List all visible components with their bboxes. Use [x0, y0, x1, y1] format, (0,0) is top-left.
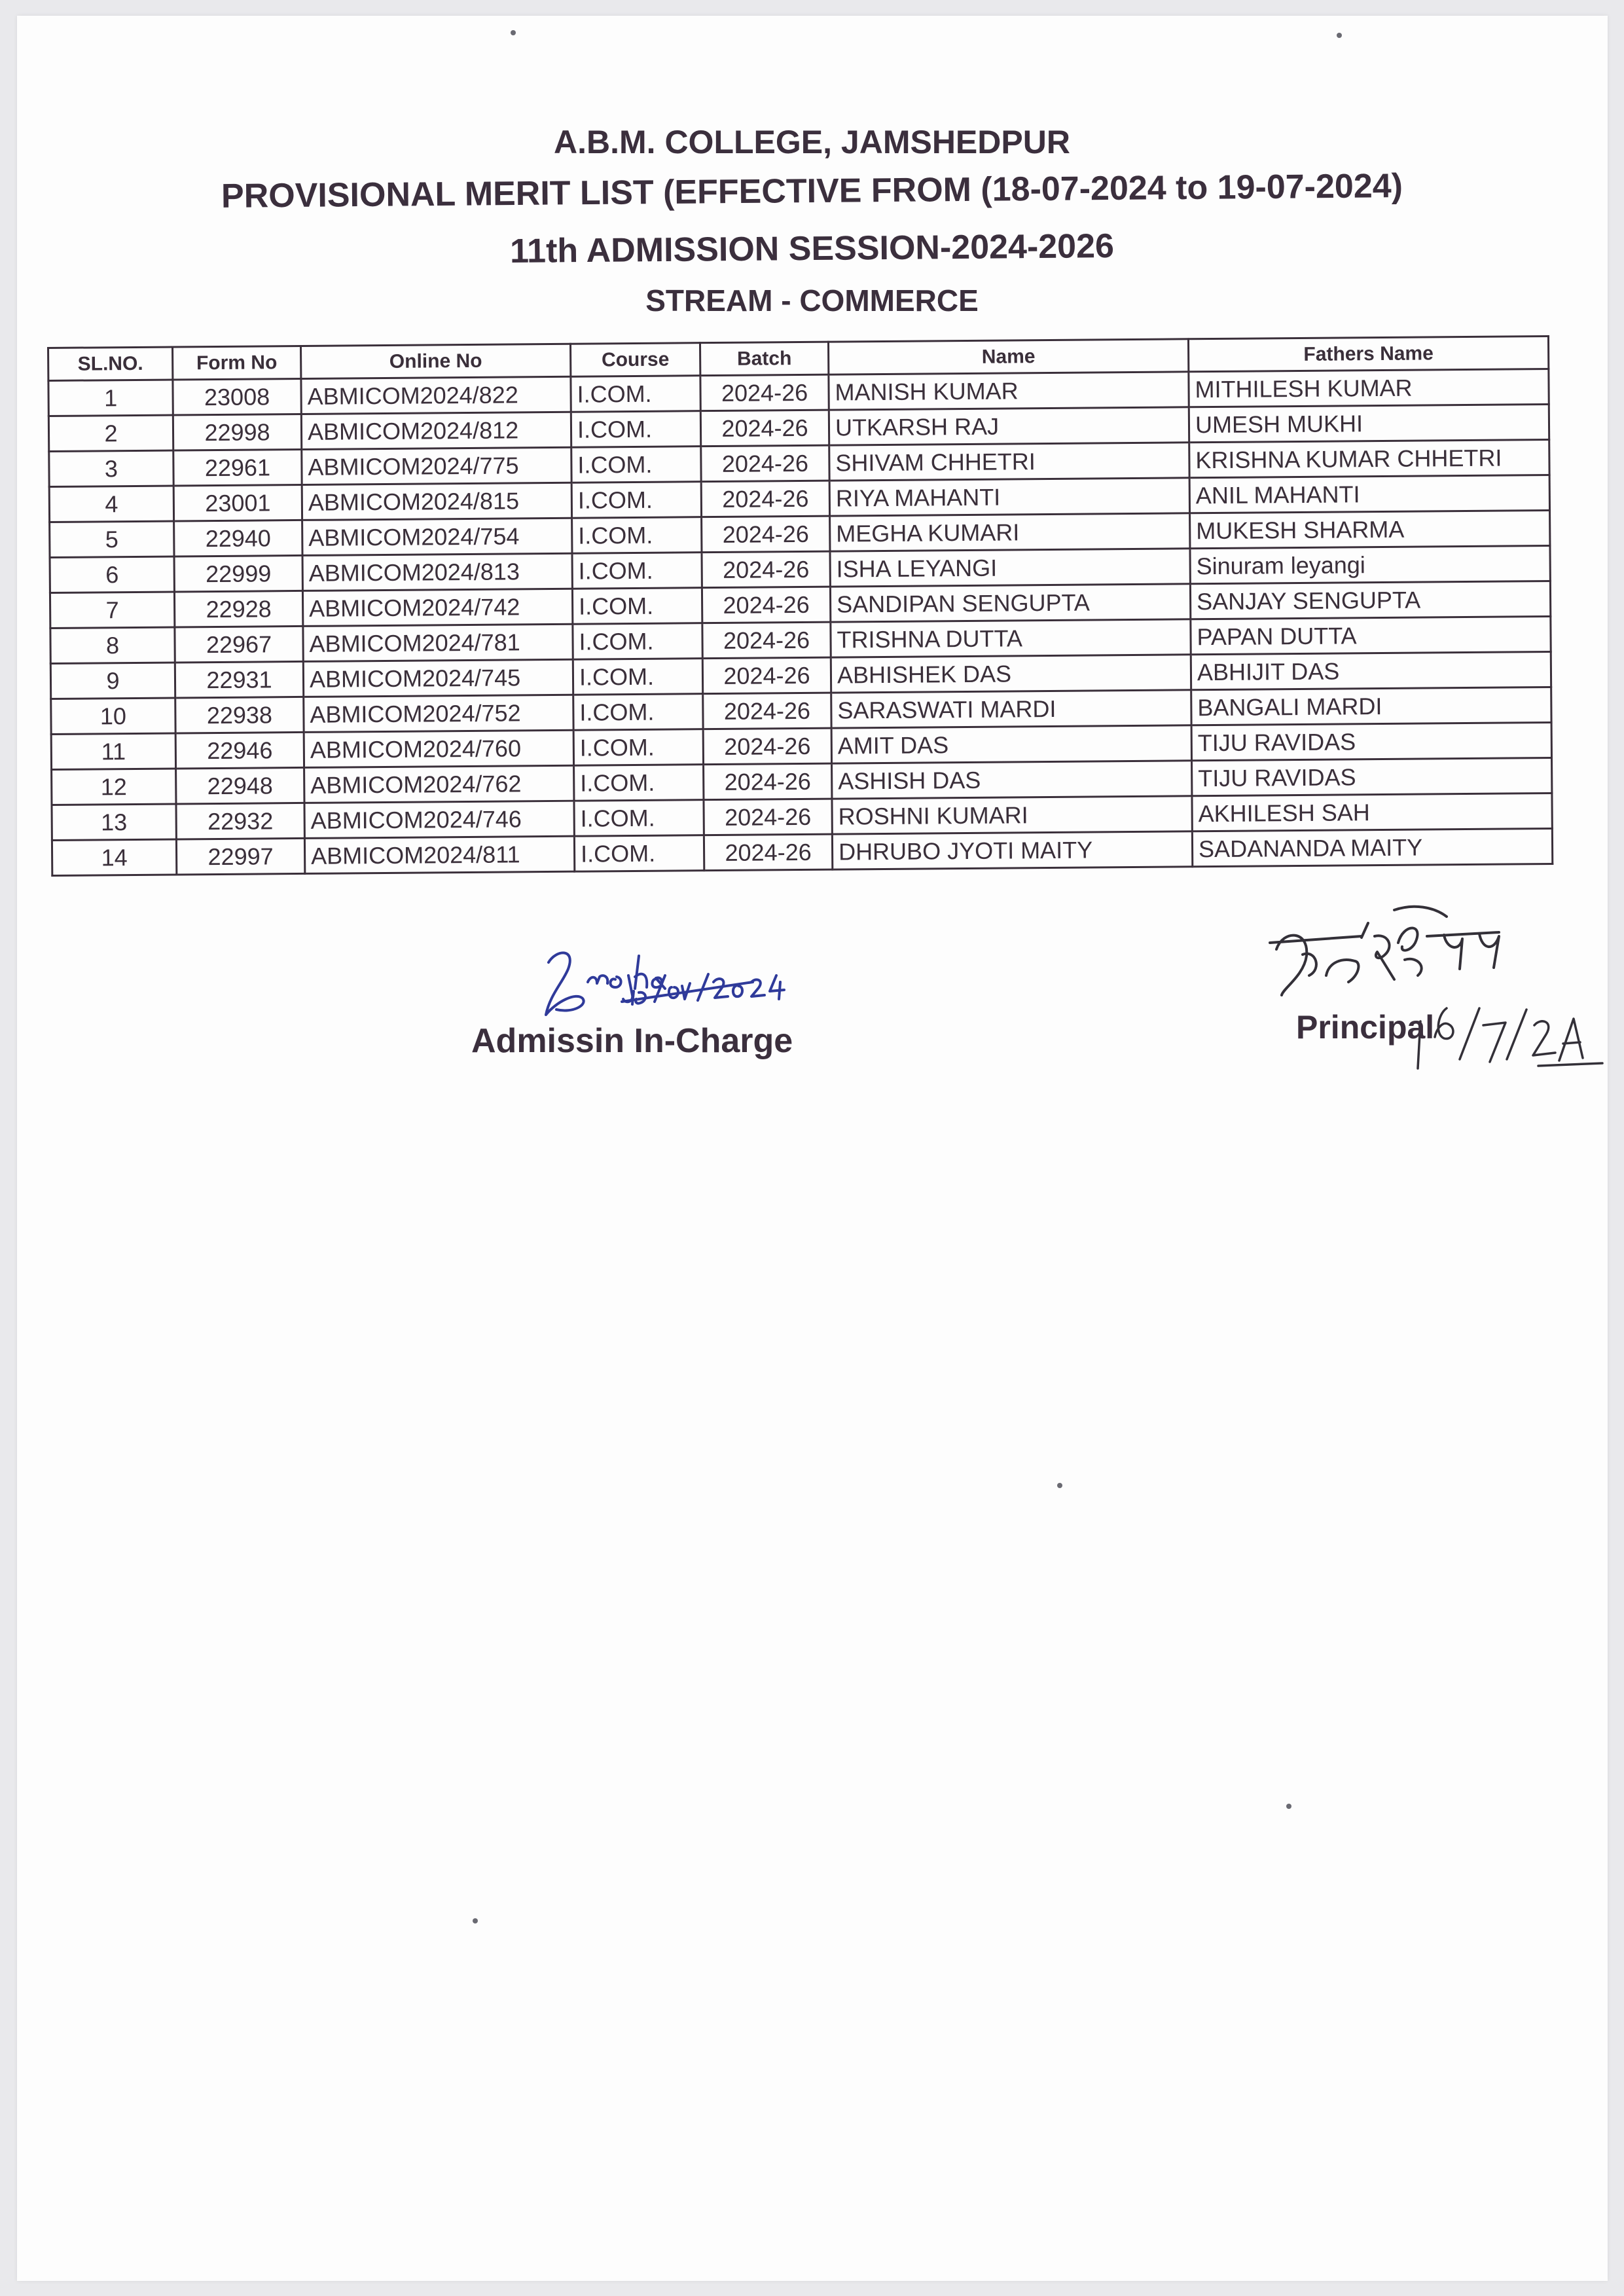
table-cell: 22961 — [173, 449, 302, 486]
table-cell: I.COM. — [571, 446, 701, 483]
table-cell: DHRUBO JYOTI MAITY — [832, 831, 1192, 869]
table-cell: 2024-26 — [701, 445, 829, 482]
scan-speck — [473, 1918, 478, 1923]
table-cell: ABMICOM2024/813 — [302, 553, 572, 591]
stream-title: STREAM - COMMERCE — [645, 283, 979, 318]
table-cell: TRISHNA DUTTA — [831, 619, 1191, 657]
table-cell: 22928 — [174, 591, 302, 627]
table-cell: ASHISH DAS — [832, 761, 1192, 799]
table-cell: 22938 — [175, 697, 304, 733]
table-cell: I.COM. — [574, 800, 704, 837]
column-header: Form No — [173, 346, 301, 380]
table-cell: ABHISHEK DAS — [831, 655, 1191, 693]
table-cell: 4 — [49, 486, 173, 522]
table-cell: I.COM. — [572, 588, 702, 625]
table-cell: AMIT DAS — [831, 725, 1191, 763]
table-cell: 2024-26 — [700, 374, 829, 411]
table-cell: TIJU RAVIDAS — [1192, 757, 1552, 795]
table-cell: PAPAN DUTTA — [1191, 616, 1551, 654]
table-cell: 2024-26 — [703, 693, 831, 729]
table-cell: 9 — [50, 663, 175, 699]
table-cell: 22932 — [176, 803, 304, 839]
table-cell: 23008 — [173, 378, 301, 415]
table-cell: 2024-26 — [704, 763, 832, 800]
table-cell: 22998 — [173, 414, 301, 450]
table-cell: ABMICOM2024/822 — [301, 376, 571, 414]
table-cell: ABMICOM2024/742 — [302, 589, 572, 626]
table-cell: ABMICOM2024/752 — [304, 695, 573, 732]
table-cell: I.COM. — [573, 659, 702, 695]
table-cell: I.COM. — [572, 517, 702, 554]
table-cell: I.COM. — [572, 553, 702, 589]
admission-incharge-label: Admissin In-Charge — [471, 1022, 793, 1060]
admission-incharge-signature — [537, 936, 812, 1034]
table-cell: 23001 — [173, 484, 302, 521]
table-cell: ABMICOM2024/811 — [304, 836, 574, 873]
principal-label: Principal — [1296, 1009, 1435, 1046]
merit-table-wrapper — [47, 335, 1551, 877]
table-cell: 11 — [51, 733, 175, 769]
session-title: 11th ADMISSION SESSION-2024-2026 — [509, 227, 1115, 271]
table-cell: 2024-26 — [702, 622, 831, 659]
table-cell: 22948 — [176, 767, 304, 804]
column-header: Course — [570, 343, 700, 377]
column-header: SL.NO. — [48, 347, 173, 380]
table-cell: AKHILESH SAH — [1192, 793, 1552, 831]
table-cell: 2 — [48, 415, 173, 451]
table-cell: MUKESH SHARMA — [1190, 510, 1550, 548]
table-cell: ABMICOM2024/762 — [304, 765, 574, 803]
scan-speck — [1337, 33, 1342, 38]
table-cell: ABMICOM2024/754 — [302, 518, 572, 555]
table-cell: 2024-26 — [701, 481, 829, 517]
table-cell: UTKARSH RAJ — [829, 407, 1189, 445]
table-cell: 12 — [52, 769, 176, 805]
table-cell: 22940 — [174, 520, 302, 556]
table-cell: 2024-26 — [700, 410, 829, 446]
table-cell: 3 — [49, 450, 173, 486]
table-cell: ABMICOM2024/812 — [301, 412, 571, 449]
table-cell: 2024-26 — [702, 551, 830, 588]
table-cell: 10 — [51, 698, 175, 734]
table-cell: 2024-26 — [704, 799, 832, 835]
principal-signature — [1263, 897, 1604, 1093]
table-cell: 2024-26 — [703, 728, 831, 765]
table-cell: SADANANDA MAITY — [1192, 828, 1552, 866]
table-cell: 5 — [50, 521, 174, 557]
table-cell: MANISH KUMAR — [829, 372, 1189, 410]
table-cell: 22946 — [175, 732, 304, 769]
table-cell: 22967 — [175, 626, 303, 663]
table-cell: I.COM. — [574, 765, 704, 801]
table-cell: 2024-26 — [702, 516, 830, 553]
column-header: Name — [828, 339, 1188, 374]
scan-speck — [511, 30, 516, 35]
table-cell: I.COM. — [571, 482, 701, 519]
table-cell: SARASWATI MARDI — [831, 690, 1191, 728]
table-cell: 1 — [48, 380, 173, 416]
table-cell: 7 — [50, 592, 174, 628]
table-cell: ABMICOM2024/745 — [303, 659, 573, 697]
table-cell: ABMICOM2024/775 — [302, 447, 571, 484]
table-cell: MEGHA KUMARI — [830, 513, 1190, 551]
table-cell: ABMICOM2024/781 — [303, 624, 573, 661]
table-cell: I.COM. — [571, 411, 700, 448]
table-cell: SANDIPAN SENGUPTA — [830, 584, 1190, 622]
table-cell: ABHIJIT DAS — [1191, 651, 1551, 689]
table-cell: RIYA MAHANTI — [829, 478, 1189, 516]
column-header: Online No — [300, 344, 570, 378]
table-cell: ANIL MAHANTI — [1189, 475, 1549, 513]
college-title: A.B.M. COLLEGE, JAMSHEDPUR — [554, 124, 1070, 160]
table-cell: SHIVAM CHHETRI — [829, 443, 1189, 481]
table-cell: ISHA LEYANGI — [830, 549, 1190, 587]
table-cell: I.COM. — [573, 694, 703, 731]
table-cell: 13 — [52, 804, 176, 840]
table-cell: Sinuram leyangi — [1190, 545, 1550, 583]
table-cell: 22931 — [175, 661, 303, 698]
table-cell: 22997 — [176, 838, 304, 875]
table-cell: 8 — [50, 627, 175, 663]
table-cell: UMESH MUKHI — [1189, 404, 1549, 442]
column-header: Batch — [700, 342, 828, 376]
table-cell: KRISHNA KUMAR CHHETRI — [1189, 439, 1549, 477]
merit-table — [47, 335, 1553, 877]
table-cell: ABMICOM2024/815 — [302, 483, 571, 520]
table-cell: ABMICOM2024/746 — [304, 801, 574, 838]
table-cell: I.COM. — [574, 835, 704, 872]
table-cell: 2024-26 — [702, 587, 830, 623]
table-cell: MITHILESH KUMAR — [1189, 369, 1549, 407]
column-header: Fathers Name — [1188, 336, 1548, 371]
table-cell: 2024-26 — [704, 834, 832, 871]
table-cell: I.COM. — [573, 729, 703, 766]
scan-speck — [1286, 1804, 1291, 1809]
table-cell: 2024-26 — [702, 657, 831, 694]
table-cell: 14 — [52, 839, 176, 875]
table-cell: ROSHNI KUMARI — [832, 796, 1192, 834]
table-cell: TIJU RAVIDAS — [1191, 722, 1551, 760]
table-cell: SANJAY SENGUPTA — [1190, 581, 1550, 619]
table-cell: BANGALI MARDI — [1191, 687, 1551, 725]
table-cell: I.COM. — [573, 623, 702, 660]
scan-speck — [1057, 1483, 1062, 1488]
table-cell: 6 — [50, 556, 174, 592]
table-cell: ABMICOM2024/760 — [304, 730, 573, 767]
table-cell: 22999 — [174, 555, 302, 592]
merit-list-title: PROVISIONAL MERIT LIST (EFFECTIVE FROM (18-07-2024 to 19-07-2024) — [221, 167, 1403, 215]
table-cell: I.COM. — [571, 376, 700, 412]
